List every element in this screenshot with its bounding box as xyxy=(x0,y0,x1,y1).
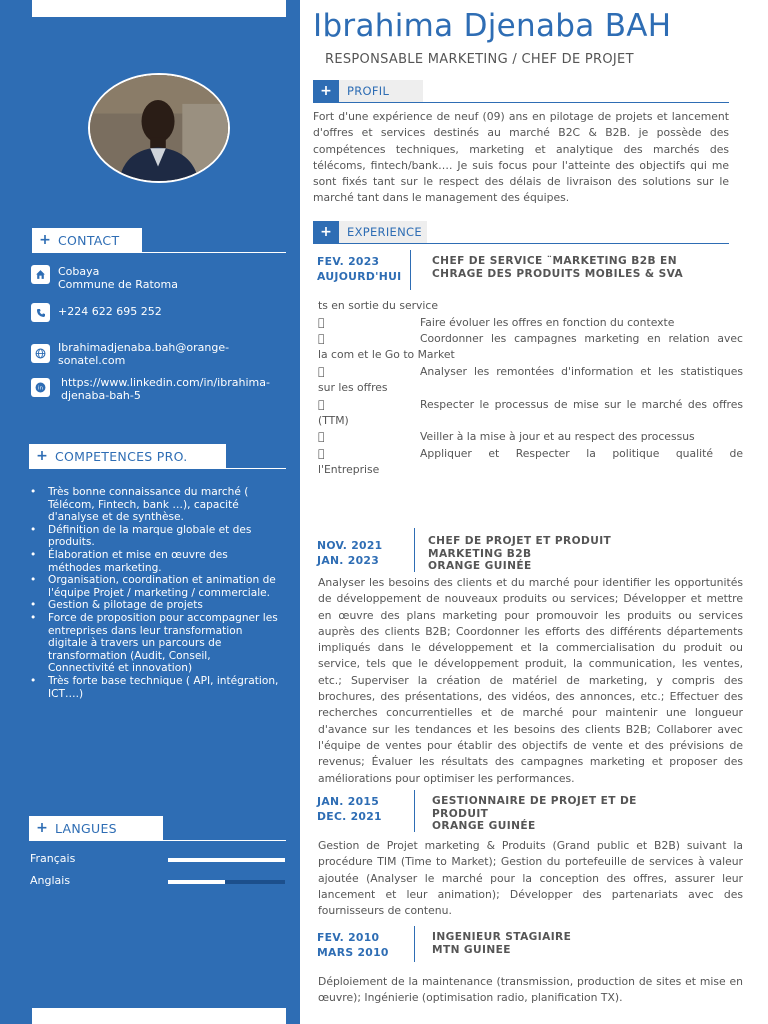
task-line: Faire évoluer les offres en fonction du contexte xyxy=(420,316,675,329)
bullet-glyph xyxy=(318,364,420,380)
experience-heading-label: EXPERIENCE xyxy=(339,221,427,243)
email-line1[interactable]: Ibrahimadjenaba.bah@orange- xyxy=(58,341,230,354)
timeline-line xyxy=(410,250,411,290)
language-name: Anglais xyxy=(30,874,71,887)
bullet-glyph xyxy=(318,397,420,413)
job-description: Déploiement de la maintenance (transmission, production de sites et mise en œuvre); Ingénierie (optimisation radio, planification TX). xyxy=(318,975,743,1005)
skills-list xyxy=(30,486,280,700)
job-title-line: MTN GUINEE xyxy=(432,943,511,956)
language-level-fill xyxy=(168,858,285,862)
plus-icon: + xyxy=(313,221,339,243)
job-title-line: ORANGE GUINÉE xyxy=(428,560,532,572)
skill-item: • Très forte base technique ( API, intégration, ICT….) xyxy=(30,675,280,700)
job-title-block xyxy=(432,931,571,956)
language-row xyxy=(30,874,286,888)
task-line: Respecter le processus de mise sur le marché des offres xyxy=(420,398,743,411)
bullet-glyph xyxy=(318,429,420,445)
language-row xyxy=(30,852,286,866)
person-name: Ibrahima Djenaba BAH xyxy=(313,8,672,44)
language-name: Français xyxy=(30,852,76,865)
address-line2: Commune de Ratoma xyxy=(58,278,178,291)
competences-heading-label: COMPETENCES PRO. xyxy=(55,448,188,464)
globe-icon xyxy=(31,344,50,363)
job-title-line: ORANGE GUINÉE xyxy=(432,820,536,832)
skill-item: • Élaboration et mise en œuvre des méthodes marketing. xyxy=(30,549,280,574)
task-line: la com et le Go to Market xyxy=(318,348,455,362)
timeline-line xyxy=(414,790,415,832)
language-level-bar xyxy=(168,858,285,862)
langues-heading-label: LANGUES xyxy=(55,820,117,836)
language-level-bar xyxy=(168,880,285,884)
date-start: NOV. 2021 xyxy=(317,539,383,552)
job-description: Analyser les besoins des clients et du marché pour identifier les opportunités de développement de nouveaux produits ou services; Développer et mettre en œuvre des plans marketing pour promouvoir les produits ou services auprès des clients B2B; Coordonner les efforts des différents départements impliqués dans le développement et la commercialisation du produit ou service, tels que le développement produit, la communication, les ventes, etc.; Superviser la création de matériel de marketing, y compris des brochures, des présentations, des vidéos, des annonces, etc.; Effectuer des recherches concurrentielles et de marché pour maintenir une longueur d'avance sur les tendances et les besoins des clients B2B; Collaborer avec l'équipe de ventes pour établir des objectifs de vente et des prévisions de revenus; Évaluer les résultats des campagnes marketing et proposer des améliorations pour optimiser les performances. xyxy=(318,576,743,785)
timeline-line xyxy=(414,926,415,962)
job-title-line: CHRAGE DES PRODUITS MOBILES & SVA xyxy=(432,267,684,280)
date-start: FEV. 2023 xyxy=(317,255,380,268)
task-item xyxy=(318,331,743,364)
task-item xyxy=(318,429,743,445)
skill-item: • Organisation, coordination et animation de l'équipe Projet / marketing / commerciale. xyxy=(30,574,280,599)
job-title-line: CHEF DE PROJET ET PRODUIT xyxy=(428,535,612,547)
task-line: Appliquer et Respecter la politique qualité de xyxy=(420,447,743,460)
sidebar xyxy=(0,0,300,1024)
task-line: Coordonner les campagnes marketing en relation avec xyxy=(420,332,743,345)
job-title-block xyxy=(428,535,611,573)
job-dates xyxy=(317,930,389,960)
task-item xyxy=(318,315,743,331)
contact-address xyxy=(31,265,178,291)
date-start: FEV. 2010 xyxy=(317,931,380,944)
date-end: DEC. 2021 xyxy=(317,810,382,823)
plus-icon: + xyxy=(39,232,51,248)
plus-icon: + xyxy=(313,80,339,102)
task-line: Veiller à la mise à jour et au respect des processus xyxy=(420,430,695,443)
plus-icon: + xyxy=(36,448,48,464)
task-item xyxy=(318,397,743,430)
job-title-line: CHEF DE SERVICE ¨MARKETING B2B EN xyxy=(432,255,677,267)
phone-number[interactable]: +224 622 695 252 xyxy=(58,305,162,318)
profil-text: Fort d'une expérience de neuf (09) ans en pilotage de projets et lancement d'offres et services destinés au marché B2C & B2B. je possède des compétences techniques, marketing et analytique des marchés des télécoms, fintech/bank…. Je suis focus pour l'atteinte des objectifs qui me sont fixés tant sur le respect des délais de livraison des solutions sur le marché tant dans le management des équipes. xyxy=(313,110,729,205)
plus-icon: + xyxy=(36,820,48,836)
language-level-fill xyxy=(168,880,225,884)
home-icon xyxy=(31,265,50,284)
date-start: JAN. 2015 xyxy=(317,795,380,808)
langues-divider xyxy=(29,840,286,841)
skill-item: • Définition de la marque globale et des produits. xyxy=(30,524,280,549)
date-end: AUJOURD'HUI xyxy=(317,270,402,283)
competences-heading xyxy=(29,444,226,468)
skill-item: • Très bonne connaissance du marché ( Télécom, Fintech, bank …), capacité d'analyse et de synthèse. xyxy=(30,486,280,524)
date-end: MARS 2010 xyxy=(317,946,389,959)
bullet-glyph xyxy=(318,315,420,331)
job-title-line: PRODUIT xyxy=(432,807,489,820)
svg-text:in: in xyxy=(37,385,44,392)
contact-heading-label: CONTACT xyxy=(58,232,120,248)
competences-divider xyxy=(29,468,286,469)
email-line2[interactable]: sonatel.com xyxy=(58,354,126,367)
task-intro: ts en sortie du service xyxy=(318,299,438,312)
job-title-line: MARKETING B2B xyxy=(428,547,532,560)
date-end: JAN. 2023 xyxy=(317,554,380,567)
task-line: (TTM) xyxy=(318,414,349,428)
bullet-glyph xyxy=(318,446,420,462)
task-line: Analyser les remontées d'information et les statistiques xyxy=(420,365,743,378)
address-line1: Cobaya xyxy=(58,265,100,278)
profil-heading-label: PROFIL xyxy=(339,80,423,102)
langues-heading xyxy=(29,816,163,840)
sidebar-bottom-tab xyxy=(32,1008,286,1024)
contact-linkedin[interactable] xyxy=(31,376,270,402)
contact-divider xyxy=(32,252,286,253)
contact-email[interactable] xyxy=(31,341,229,367)
experience-divider xyxy=(313,243,729,244)
profil-divider xyxy=(313,102,729,103)
contact-phone[interactable] xyxy=(31,303,162,322)
contact-heading xyxy=(32,228,142,252)
task-item xyxy=(318,364,743,397)
job-title: RESPONSABLE MARKETING / CHEF DE PROJET xyxy=(325,52,634,67)
job-dates xyxy=(317,538,383,568)
job-title-line: GESTIONNAIRE DE PROJET ET DE xyxy=(432,795,637,807)
skill-item: • Force de proposition pour accompagner les entreprises dans leur transformation digitale à travers un parcours de transformation (Audit, Conseil, Connectivité et innovation) xyxy=(30,612,280,675)
skill-item: • Gestion & pilotage de projets xyxy=(30,599,280,612)
experience-heading xyxy=(313,221,427,243)
job-description: Gestion de Projet marketing & Produits (Grand public et B2B) suivant la procédure TIM (Time to Market); Gestion du portefeuille de services à valeur ajoutée (Analyser le marché pour la conception des offres, assurer leur lancement et leur animation); Développer des partenariats avec des fournisseurs de contenu. xyxy=(318,839,743,918)
linkedin-line1[interactable]: https://www.linkedin.com/in/ibrahima- xyxy=(61,376,270,389)
profil-heading xyxy=(313,80,423,102)
job-title-block xyxy=(432,795,637,833)
job-dates xyxy=(317,794,382,824)
job-title-line: INGENIEUR STAGIAIRE xyxy=(432,931,572,943)
linkedin-line2[interactable]: djenaba-bah-5 xyxy=(61,389,141,402)
job-title-block xyxy=(432,255,683,280)
timeline-line xyxy=(414,528,415,572)
job-dates xyxy=(317,254,401,284)
task-line: l'Entreprise xyxy=(318,463,380,477)
task-item xyxy=(318,446,743,479)
avatar xyxy=(88,73,230,183)
sidebar-top-tab xyxy=(32,0,286,17)
linkedin-icon xyxy=(31,378,50,397)
task-line: sur les offres xyxy=(318,381,388,395)
bullet-glyph xyxy=(318,331,420,347)
phone-icon xyxy=(31,303,50,322)
